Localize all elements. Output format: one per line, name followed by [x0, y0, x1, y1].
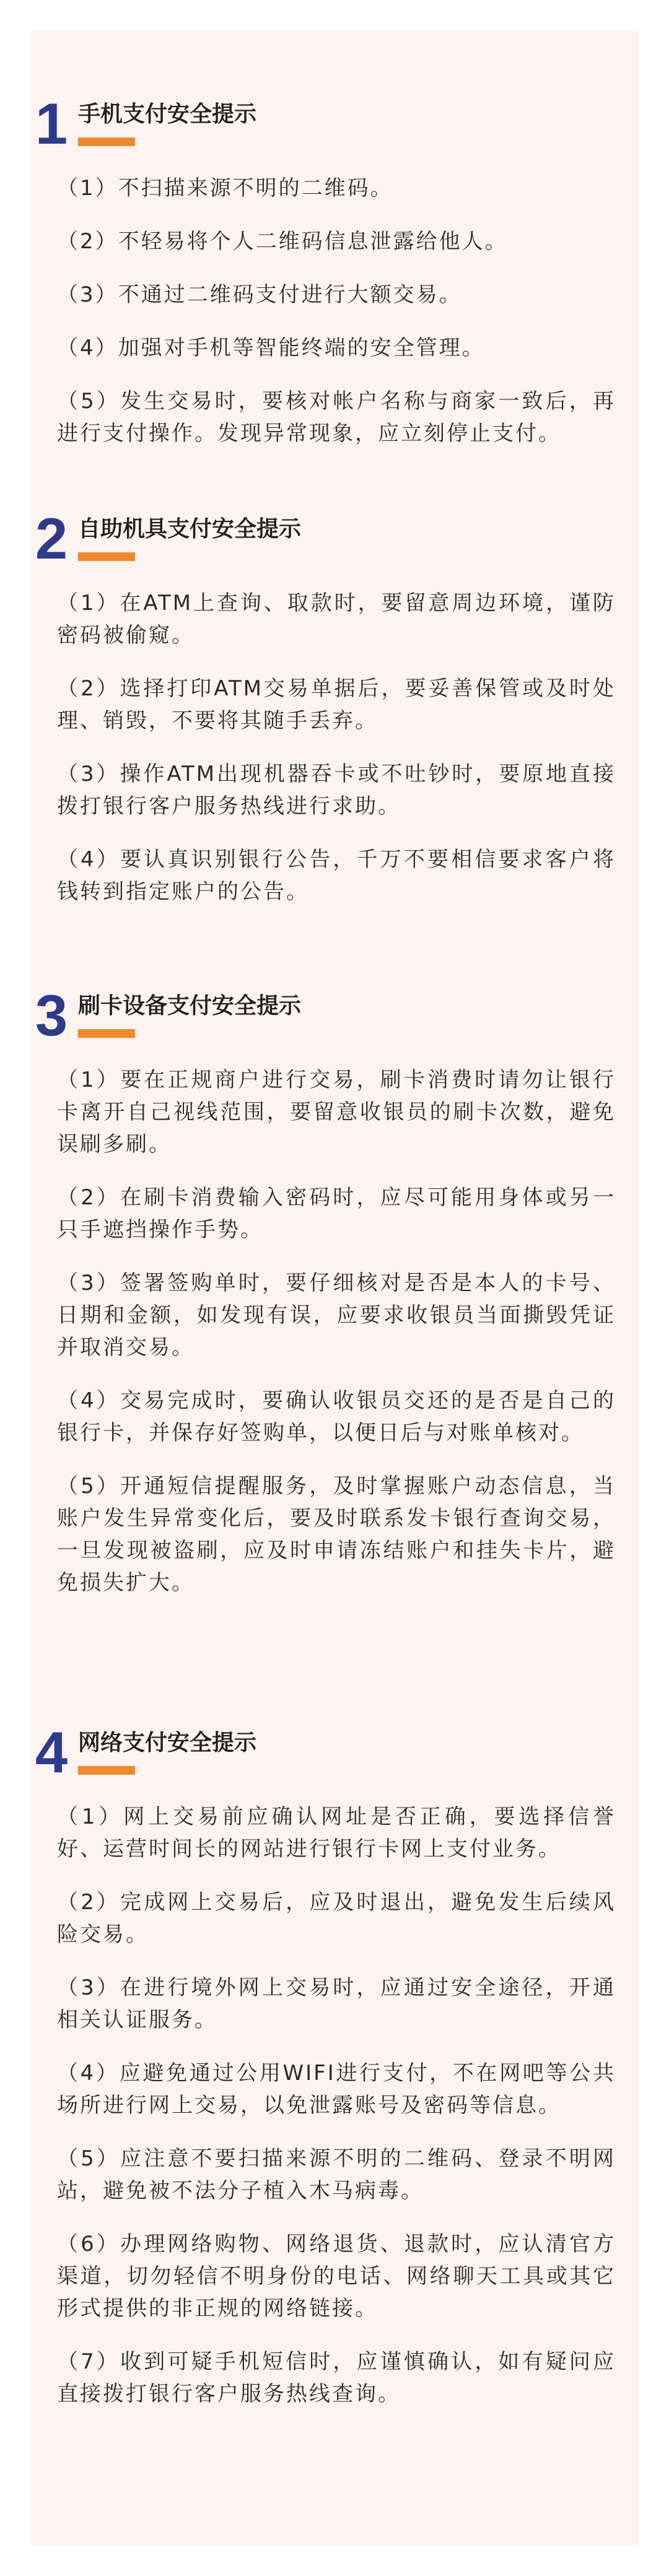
tip-item: （1）要在正规商户进行交易，刷卡消费时请勿让银行卡离开自己视线范围，要留意收银员的刷卡次数，避免误刷多刷。: [57, 1068, 616, 1157]
tip-item: （1）在ATM上查询、取款时，要留意周边环境，谨防密码被偷窥。: [57, 591, 616, 648]
tip-list: [30, 1064, 639, 1620]
tip-item: （5）应注意不要扫描来源不明的二维码、登录不明网站，避免被不法分子植入木马病毒。: [57, 2146, 616, 2203]
tip-list: [30, 1801, 639, 2431]
title-underline: [78, 137, 135, 146]
title-underline: [78, 552, 135, 561]
section-number: 3: [35, 983, 68, 1048]
section-number: 2: [35, 506, 68, 571]
tip-item: （4）交易完成时，要确认收银员交还的是否是自己的银行卡，并保存好签购单，以便日后与对账单核对。: [57, 1388, 616, 1445]
tip-item: （4）应避免通过公用WIFI进行支付，不在网吧等公共场所进行网上交易，以免泄露账号及密码等信息。: [57, 2061, 616, 2118]
tip-item: （7）收到可疑手机短信时，应谨慎确认，如有疑问应直接拨打银行客户服务热线查询。: [57, 2349, 616, 2406]
section-number: 1: [35, 91, 68, 156]
section-header: [30, 91, 639, 156]
section-title: 网络支付安全提示: [78, 1730, 257, 1756]
tip-item: （1）网上交易前应确认网址是否正确，要选择信誉好、运营时间长的网站进行银行卡网上支付业务。: [57, 1804, 616, 1861]
section-header: [30, 506, 639, 571]
tip-item: （2）完成网上交易后，应及时退出，避免发生后续风险交易。: [57, 1890, 616, 1947]
section-title: 手机支付安全提示: [78, 102, 257, 127]
title-underline: [78, 1766, 135, 1775]
tip-list: [30, 587, 639, 929]
section-number: 4: [35, 1720, 68, 1785]
tip-item: （4）加强对手机等智能终端的安全管理。: [57, 336, 485, 360]
content-card: [30, 30, 639, 2546]
tip-item: （2）在刷卡消费输入密码时，应尽可能用身体或另一只手遮挡操作手势。: [57, 1185, 616, 1242]
tip-item: （2）选择打印ATM交易单据后，要妥善保管或及时处理、销毁，不要将其随手丢弃。: [57, 676, 616, 733]
tip-item: （3）不通过二维码支付进行大额交易。: [57, 282, 462, 307]
tip-item: （3）操作ATM出现机器吞卡或不吐钞时，要原地直接拨打银行客户服务热线进行求助。: [57, 762, 616, 819]
section-header: [30, 1720, 639, 1785]
title-underline: [78, 1029, 135, 1038]
section-title: 自助机具支付安全提示: [78, 516, 302, 542]
section-title: 刷卡设备支付安全提示: [78, 993, 302, 1019]
tip-item: （5）开通短信提醒服务，及时掌握账户动态信息，当账户发生异常变化后，要及时联系发卡银行查询交易，一旦发现被盗刷，应及时申请冻结账户和挂失卡片，避免损失扩大。: [57, 1474, 616, 1595]
tip-item: （4）要认真识别银行公告，千万不要相信要求客户将钱转到指定账户的公告。: [57, 847, 616, 904]
tip-item: （2）不轻易将个人二维码信息泄露给他人。: [57, 229, 508, 254]
tip-item: （1）不扫描来源不明的二维码。: [57, 176, 393, 201]
tip-item: （3）签署签购单时，要仔细核对是否是本人的卡号、日期和金额，如发现有误，应要求收银员当面撕毁凭证并取消交易。: [57, 1271, 616, 1360]
tip-list: [30, 172, 639, 471]
tip-item: （6）办理网络购物、网络退货、退款时，应认清官方渠道，切勿轻信不明身份的电话、网络聊天工具或其它形式提供的非正规的网络链接。: [57, 2232, 616, 2321]
tip-item: （5）发生交易时，要核对帐户名称与商家一致后，再进行支付操作。发现异常现象，应立刻停止支付。: [57, 389, 616, 446]
section-header: [30, 983, 639, 1048]
tip-item: （3）在进行境外网上交易时，应通过安全途径，开通相关认证服务。: [57, 1975, 616, 2032]
